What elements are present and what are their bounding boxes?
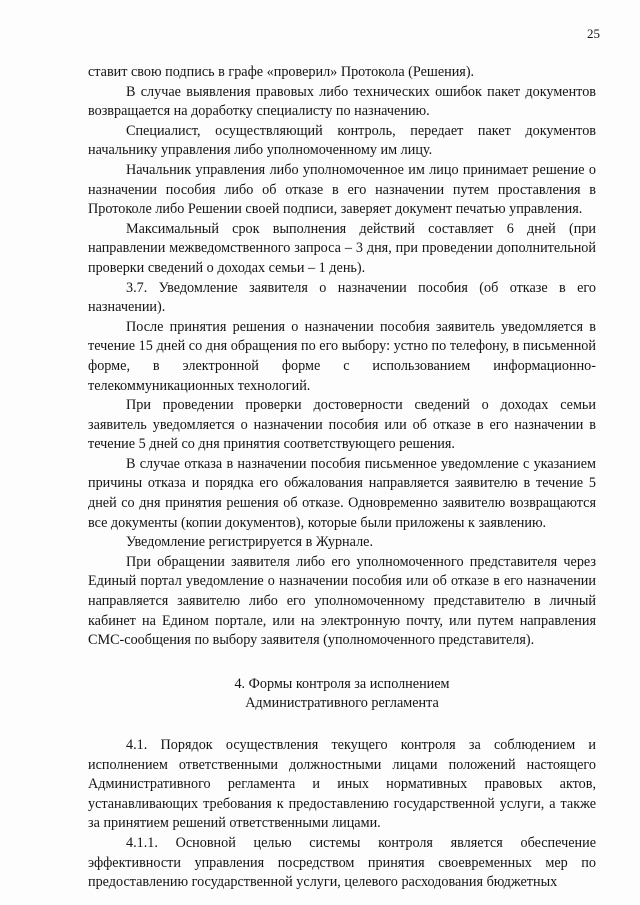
paragraph: В случае выявления правовых либо технических ошибок пакет документов возвращается на доработку специалисту по назначению. xyxy=(88,83,596,120)
page-number: 25 xyxy=(587,26,600,41)
document-body xyxy=(88,63,596,893)
paragraph: В случае отказа в назначении пособия письменное уведомление с указанием причины отказа и порядка его обжалования направляется заявителю в течение 5 дней со дня принятия решения об отказе. Одновременно заявителю возвращаются все документы (копии документов), которые были приложены к заявлению. xyxy=(88,455,596,531)
paragraph: Начальник управления либо уполномоченное им лицо принимает решение о назначении пособия либо об отказе в его назначении путем проставления в Протоколе либо Решении своей подписи, заверяет документ печатью управления. xyxy=(88,161,596,218)
paragraph: При обращении заявителя либо его уполномоченного представителя через Единый портал уведомление о назначении пособия или об отказе в его назначении направляется заявителю либо его уполномоченному представителю в личный кабинет на Едином портале, или на электронную почту, или путем направления СМС-сообщения по выбору заявителя (уполномоченного представителя). xyxy=(88,553,596,649)
paragraph: ставит свою подпись в графе «проверил» Протокола (Решения). xyxy=(88,64,475,80)
paragraph: 4.1.1. Основной целью системы контроля является обеспечение эффективности управления посредством принятия своевременных мер по предоставлению государственной услуги, целевого расходования бюджетных xyxy=(88,834,596,891)
section-heading xyxy=(88,675,596,714)
paragraph: После принятия решения о назначении пособия заявитель уведомляется в течение 15 дней со дня обращения по его выбору: устно по телефону, в письменной форме, в электронной форме с использованием информационно-телекоммуникационных технологий. xyxy=(88,318,596,394)
section-heading-line-1: 4. Формы контроля за исполнением xyxy=(234,675,450,692)
section-heading-line-2: Административного регламента xyxy=(245,695,439,712)
paragraph: Уведомление регистрируется в Журнале. xyxy=(126,534,373,551)
paragraph: При проведении проверки достоверности сведений о доходах семьи заявитель уведомляется о назначении пособия или об отказе в его назначении в течение 5 дней со дня принятия соответствующего решения. xyxy=(88,397,596,453)
paragraph: Специалист, осуществляющий контроль, передает пакет документов начальнику управления либо уполномоченному им лицу. xyxy=(88,122,596,159)
paragraph: 4.1. Порядок осуществления текущего контроля за соблюдением и исполнением ответственными должностными лицами положений настоящего Административного регламента и иных нормативных правовых актов, устанавливающих требования к предоставлению государственной услуги, а также за принятием решений ответственными лицами. xyxy=(88,737,596,832)
subsection-title: 3.7. Уведомление заявителя о назначении пособия (об отказе в его назначении). xyxy=(88,279,596,316)
paragraph: Максимальный срок выполнения действий составляет 6 дней (при направлении межведомственного запроса – 3 дня, при проведении дополнительной проверки сведений о доходах семьи – 1 день). xyxy=(88,220,596,276)
